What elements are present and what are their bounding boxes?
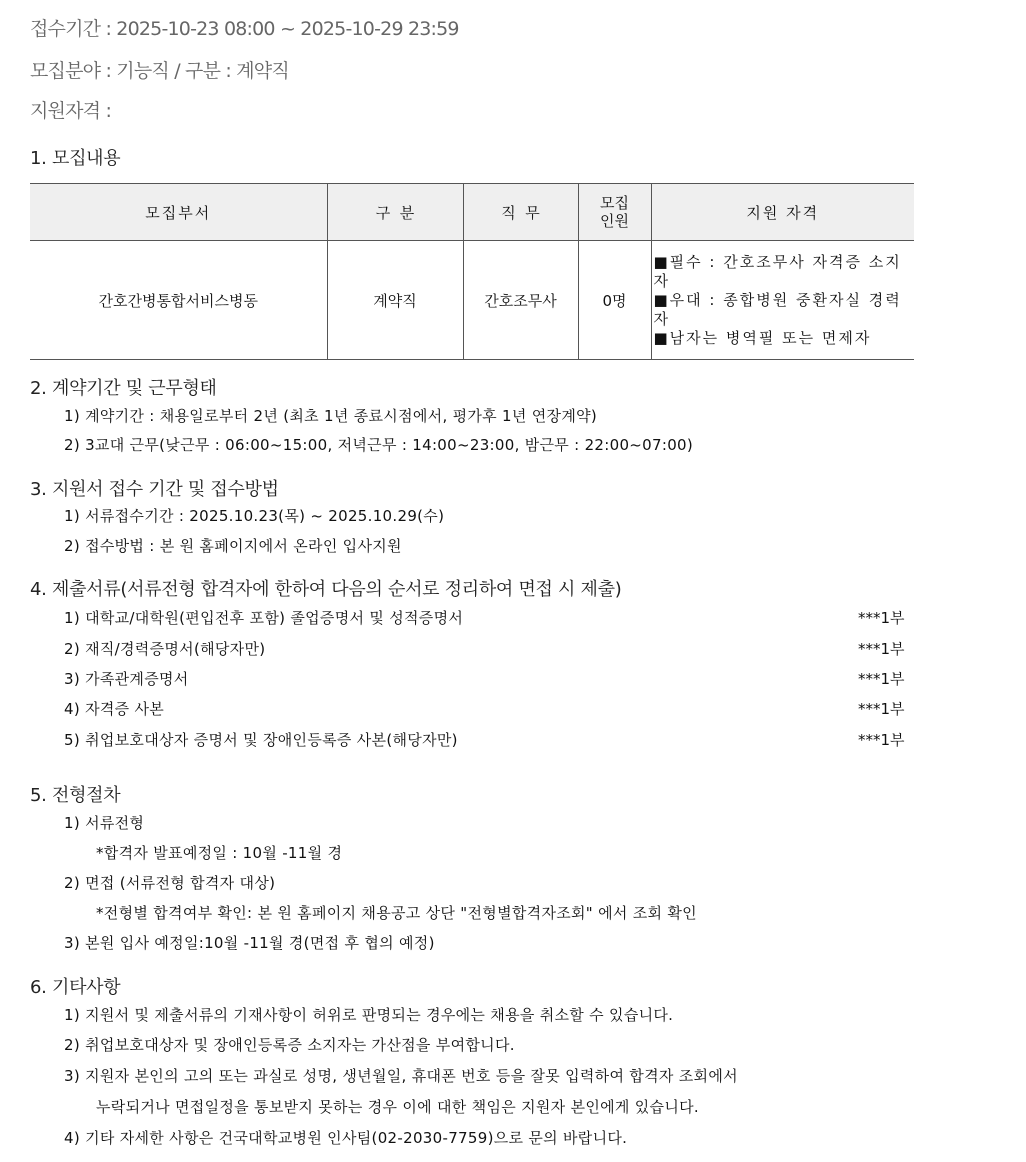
header-qualification: 지원 자격 [651,184,914,241]
header-job: 직 무 [463,184,578,241]
note-false-info: 1) 지원서 및 제출서류의 기재사항이 허위로 판명되는 경우에는 채용을 취소할 수 있습니다. [64,1006,674,1024]
document-qty: ***1부 [858,640,905,658]
submission-period: 1) 서류접수기간 : 2025.10.23(목) ~ 2025.10.29(수) [64,507,445,525]
table-header-row [30,184,914,241]
qualification-required: ■필수 : 간호조무사 자격증 소지자 [653,252,902,290]
contract-period: 1) 계약기간 : 채용일로부터 2년 (최초 1년 종료시점에서, 평가후 1년 연장계약) [64,407,598,425]
section-1-title: 1. 모집내용 [30,148,121,169]
cell-count: 0명 [578,241,651,360]
document-item: 3) 가족관계증명서 [64,670,189,688]
qualification-label: 지원자격 : [30,100,112,122]
section-4-title: 4. 제출서류(서류전형 합격자에 한하여 다음의 순서로 정리하여 면접 시 제출) [30,579,622,600]
note-bonus-points: 2) 취업보호대상자 및 장애인등록증 소지자는 가산점을 부여합니다. [64,1036,515,1054]
section-6-title: 6. 기타사항 [30,977,121,998]
section-3-title: 3. 지원서 접수 기간 및 접수방법 [30,479,279,500]
step-document-note: *합격자 발표예정일 : 10월 -11월 경 [96,844,343,862]
document-item: 4) 자격증 사본 [64,700,165,718]
cell-dept: 간호간병통합서비스병동 [30,241,327,360]
qualification-military: ■남자는 병역필 또는 면제자 [653,328,872,347]
header-count: 모집 인원 [578,184,651,241]
section-5-title: 5. 전형절차 [30,785,121,806]
document-item: 5) 취업보호대상자 증명서 및 장애인등록증 사본(해당자만) [64,731,458,749]
document-qty: ***1부 [858,700,905,718]
step-document-screening: 1) 서류전형 [64,814,145,832]
cell-job: 간호조무사 [463,241,578,360]
header-dept: 모집부서 [30,184,327,241]
recruitment-table [30,183,914,360]
note-input-error-cont: 누락되거나 면접일정을 통보받지 못하는 경우 이에 대한 책임은 지원자 본인에게 있습니다. [96,1098,699,1116]
table-row [30,241,914,360]
note-contact: 4) 기타 자세한 사항은 건국대학교병원 인사팀(02-2030-7759)으로 문의 바랍니다. [64,1129,628,1147]
header-type: 구 분 [327,184,463,241]
submission-method: 2) 접수방법 : 본 원 홈페이지에서 온라인 입사지원 [64,537,402,555]
shift-schedule: 2) 3교대 근무(낮근무 : 06:00~15:00, 저녁근무 : 14:00~23:00, 밤근무 : 22:00~07:00) [64,436,694,454]
application-period: 접수기간 : 2025-10-23 08:00 ~ 2025-10-29 23:59 [30,18,459,40]
note-input-error: 3) 지원자 본인의 고의 또는 과실로 성명, 생년월일, 휴대폰 번호 등을 잘못 입력하여 합격자 조회에서 [64,1067,738,1085]
section-2-title: 2. 계약기간 및 근무형태 [30,378,217,399]
step-interview-note: *전형별 합격여부 확인: 본 원 홈페이지 채용공고 상단 "전형별합격자조회" 에서 조회 확인 [96,904,697,922]
document-item: 2) 재직/경력증명서(해당자만) [64,640,266,658]
document-item: 1) 대학교/대학원(편입전후 포함) 졸업증명서 및 성적증명서 [64,609,464,627]
recruit-field: 모집분야 : 기능직 / 구분 : 계약직 [30,60,289,82]
qualification-preferred: ■우대 : 종합병원 중환자실 경력자 [653,290,902,328]
step-interview: 2) 면접 (서류전형 합격자 대상) [64,874,276,892]
document-qty: ***1부 [858,609,905,627]
step-start-date: 3) 본원 입사 예정일:10월 -11월 경(면접 후 협의 예정) [64,934,435,952]
cell-qualification [651,241,914,360]
document-qty: ***1부 [858,731,905,749]
document-qty: ***1부 [858,670,905,688]
cell-type: 계약직 [327,241,463,360]
